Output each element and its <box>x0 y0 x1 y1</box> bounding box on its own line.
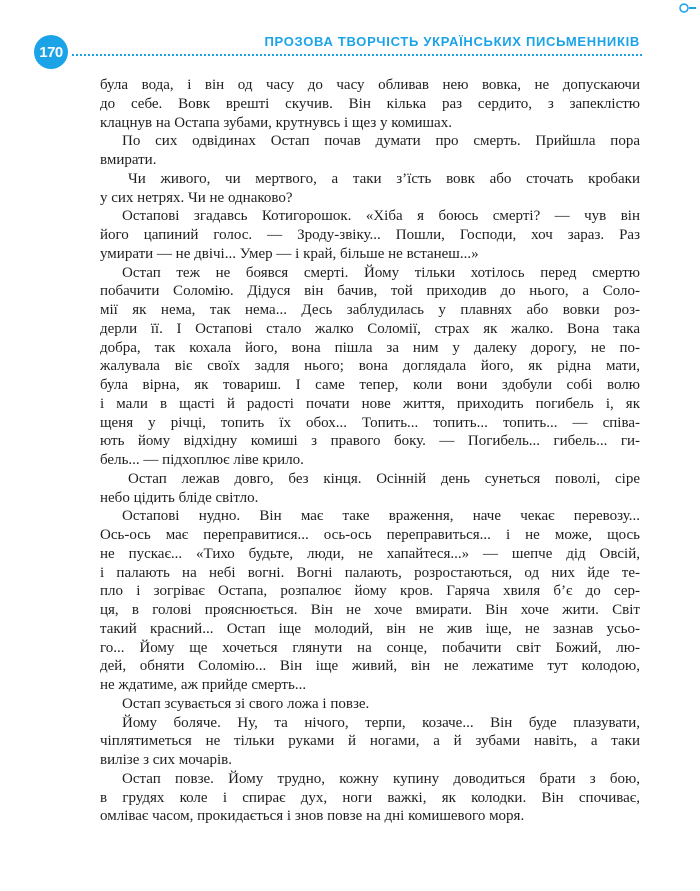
paragraph <box>100 770 640 826</box>
paragraph <box>100 695 640 714</box>
text-line: такий красний... Остап іще молодий, він не жив іще, не зазнав усьо- <box>100 620 640 637</box>
text-line: вмирати. <box>100 152 157 168</box>
text-line: Йому боляче. Ну, та нічого, терпи, козаче... Він буде плазувати, <box>122 714 640 731</box>
text-line: По сих одвідинах Остап почав думати про смерть. Прийшла пора <box>122 133 640 150</box>
paragraph <box>100 76 640 132</box>
text-line: Остап теж не боявся смерті. Йому тільки хотілось перед смертю <box>122 264 640 281</box>
text-line: чіплятиметься не тільки руками й ногами, а й зубами навіть, а таки <box>100 733 640 750</box>
paragraph <box>100 470 640 508</box>
text-line: дей, обняти Соломію... Він іще живий, він не лежатиме тут колодою, <box>100 658 640 675</box>
publisher-logo-icon <box>679 2 697 14</box>
text-line: вилізе з сих мочарів. <box>100 752 233 768</box>
text-line: щеня у річці, топить їх обох... Топить... топить... топить... — співа- <box>100 414 640 431</box>
text-line: його цапиний голос. — Зроду-звіку... Пошли, Господи, хоч зараз. Раз <box>100 227 640 243</box>
text-line: і мали в щасті й радості почати нове життя, приходить погибель і, як <box>100 395 640 412</box>
text-line: Остапові згадавсь Котигорошок. «Хіба я боюсь смерті? — чув він <box>122 208 640 225</box>
running-header-title: ПРОЗОВА ТВОРЧІСТЬ УКРАЇНСЬКИХ ПИСЬМЕННИКІВ <box>264 34 640 49</box>
text-line: пло і зогріває Остапа, розпалює йому кров. Гаряча хвиля б’є до сер- <box>100 583 640 600</box>
text-line: клацнув на Остапа зубами, крутнувсь і щез у комишах. <box>100 114 452 131</box>
text-line: не пускає... «Тихо будьте, люди, не хапайтеся...» — шепче дід Овсій, <box>100 545 640 562</box>
paragraph <box>100 207 640 263</box>
paragraph <box>100 170 640 208</box>
text-line: до себе. Вовк врешті скучив. Він кілька раз сердито, з запеклістю <box>100 95 640 112</box>
page-number: 170 <box>34 35 68 69</box>
text-line: Чи живого, чи мертвого, а таки з’їсть вовк або сточать кробаки <box>128 170 640 187</box>
paragraph <box>100 132 640 170</box>
header-dotted-rule <box>72 54 642 56</box>
text-line: не ждатиме, аж прийде смерть... <box>100 677 307 693</box>
paragraph <box>100 714 640 770</box>
text-line: була вода, і він од часу до часу обливав нею вовка, не допускаючи <box>100 77 640 93</box>
text-line: ця, в голові прояснюється. Він не хоче вмирати. Він хоче жити. Світ <box>100 602 640 618</box>
text-line: Остап зсувається зі свого ложа і повзе. <box>122 695 370 712</box>
main-text-body <box>100 76 640 826</box>
text-line: Остап лежав довго, без кінця. Осінній день сунеться поволі, сіре <box>128 470 640 487</box>
text-line: побачити Соломію. Дідуся він бачив, той приходив до нього, а Соло- <box>100 283 640 300</box>
text-line: добра, так кохала його, вона пішла за ним у далеку дорогу, не по- <box>100 339 640 356</box>
text-line: в грудях коле і спирає дух, ноги важкі, як колодки. Він спочиває, <box>100 789 640 806</box>
paragraph <box>100 507 640 695</box>
text-line: омліває часом, прокидається і знов повзе на дні комишевого моря. <box>100 808 525 825</box>
text-line: ють йому відхідну комиші з правого боку. — Погибель... гибель... ги- <box>100 433 640 450</box>
text-line: була вірна, як товариш. І саме тепер, коли вони здобули собі волю <box>100 377 640 393</box>
text-line: Остап повзе. Йому трудно, кожну купину доводиться брати з бою, <box>122 770 640 787</box>
paragraph <box>100 264 640 470</box>
text-line: і палають на небі вогні. Вогні палають, розростаються, од них йде те- <box>100 564 640 581</box>
text-line: у сих нетрях. Чи не однаково? <box>100 189 293 206</box>
text-line: мії як нема, так нема... Десь заблудилась у плавнях або вовки роз- <box>100 302 640 318</box>
text-line: бель... — підхоплює ліве крило. <box>100 452 304 468</box>
text-line: дерли її. І Остапові стало жалко Соломії, страх як жалко. Вона така <box>100 320 640 337</box>
text-line: умирати — не двічі... Умер — і край, більше не встанеш...» <box>100 245 479 262</box>
text-line: жалувала віє своїх задля нього; вона доглядала його, як рідна мати, <box>100 358 640 375</box>
text-line: Остапові нудно. Він має таке враження, наче чекає перевозу... <box>122 508 640 525</box>
text-line: небо цідить бліде світло. <box>100 489 259 506</box>
text-line: го... Йому ще хочеться глянути на сонце, побачити світ Божий, лю- <box>100 639 640 656</box>
text-line: Ось-ось має переправитися... ось-ось переправиться... і не може, щось <box>100 527 640 543</box>
